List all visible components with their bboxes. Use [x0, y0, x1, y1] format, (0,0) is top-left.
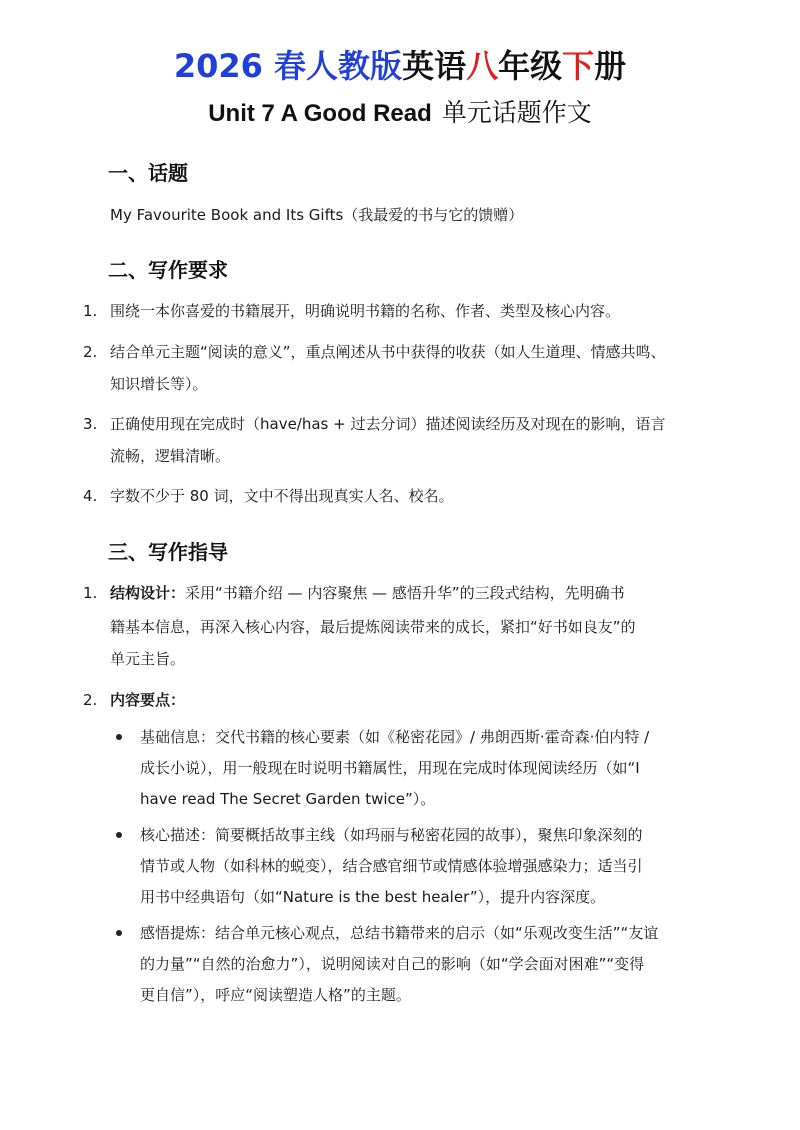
requirement-3-line-1: 正确使用现在完成时（have/has + 过去分词）描述阅读经历及对现在的影响，语言 — [110, 415, 666, 433]
requirement-number: 3. — [83, 415, 98, 433]
title-part-grade: 年级 — [498, 47, 563, 85]
guidance-1-line-2: 籍基本信息，再深入核心内容，最后提炼阅读带来的成长，紧扣“好书如良友”的 — [110, 618, 636, 636]
bullet-2-line-1: 核心描述：简要概括故事主线（如玛丽与秘密花园的故事），聚焦印象深刻的 — [140, 826, 643, 844]
requirement-2-line-1: 结合单元主题“阅读的意义”，重点阐述从书中获得的收获（如人生道理、情感共鸣、 — [110, 343, 666, 361]
guidance-1-line-1 — [110, 582, 625, 604]
bullet-2-line-2: 情节或人物（如科林的蜕变），结合感官细节或情感体验增强感染力；适当引 — [140, 857, 643, 875]
page-title — [0, 44, 800, 88]
section-heading-guidance: 三、写作指导 — [108, 540, 228, 564]
bullet-3-line-2: 的力量”“自然的治愈力”），说明阅读对自己的影响（如“学会面对困难”“变得 — [140, 955, 645, 973]
topic-text: My Favourite Book and Its Gifts（我最爱的书与它的馈赠） — [110, 206, 524, 224]
bullet-dot — [116, 832, 122, 838]
subtitle-unit: Unit 7 A Good Read — [208, 100, 432, 127]
guidance-number: 2. — [83, 691, 98, 709]
requirement-1-line-1: 围绕一本你喜爱的书籍展开，明确说明书籍的名称、作者、类型及核心内容。 — [110, 302, 621, 320]
requirement-2-line-2: 知识增长等）。 — [110, 375, 208, 393]
guidance-1-line-3: 单元主旨。 — [110, 650, 186, 668]
requirement-4-line-1: 字数不少于 80 词，文中不得出现真实人名、校名。 — [110, 487, 454, 505]
subtitle-topic: 单元话题作文 — [441, 98, 592, 127]
page-subtitle — [0, 95, 800, 132]
section-heading-requirements: 二、写作要求 — [108, 258, 228, 282]
bullet-3-line-3: 更自信”），呼应“阅读塑造人格”的主题。 — [140, 986, 411, 1004]
title-part-edition: 2026 春人教版 — [173, 47, 403, 85]
title-part-subject: 英语 — [402, 47, 467, 85]
bullet-dot — [116, 734, 122, 740]
requirement-number: 2. — [83, 343, 98, 361]
bullet-1-line-3: have read The Secret Garden twice”）。 — [140, 790, 436, 808]
section-heading-topic: 一、话题 — [108, 161, 188, 185]
title-part-grade-number: 八 — [466, 47, 499, 85]
bullet-1-line-2: 成长小说），用一般现在时说明书籍属性，用现在完成时体现阅读经历（如“I — [140, 759, 640, 777]
requirement-3-line-2: 流畅，逻辑清晰。 — [110, 447, 231, 465]
bullet-3-line-1: 感悟提炼：结合单元核心观点，总结书籍带来的启示（如“乐观改变生活”“友谊 — [140, 924, 659, 942]
guidance-2-label: 内容要点： — [110, 691, 186, 709]
bullet-2-line-3: 用书中经典语句（如“Nature is the best healer”），提升内容深度。 — [140, 888, 606, 906]
guidance-number: 1. — [83, 584, 98, 602]
guidance-1-text: 采用“书籍介绍 — 内容聚焦 — 感悟升华”的三段式结构，先明确书 — [185, 584, 625, 602]
requirement-number: 4. — [83, 487, 98, 505]
requirement-number: 1. — [83, 302, 98, 320]
bullet-dot — [116, 930, 122, 936]
title-part-volume: 册 — [594, 47, 627, 85]
title-part-term: 下 — [562, 47, 595, 85]
bullet-1-line-1: 基础信息：交代书籍的核心要素（如《秘密花园》/ 弗朗西斯·霍奇森·伯内特 / — [140, 728, 650, 746]
guidance-1-label: 结构设计： — [110, 584, 186, 602]
